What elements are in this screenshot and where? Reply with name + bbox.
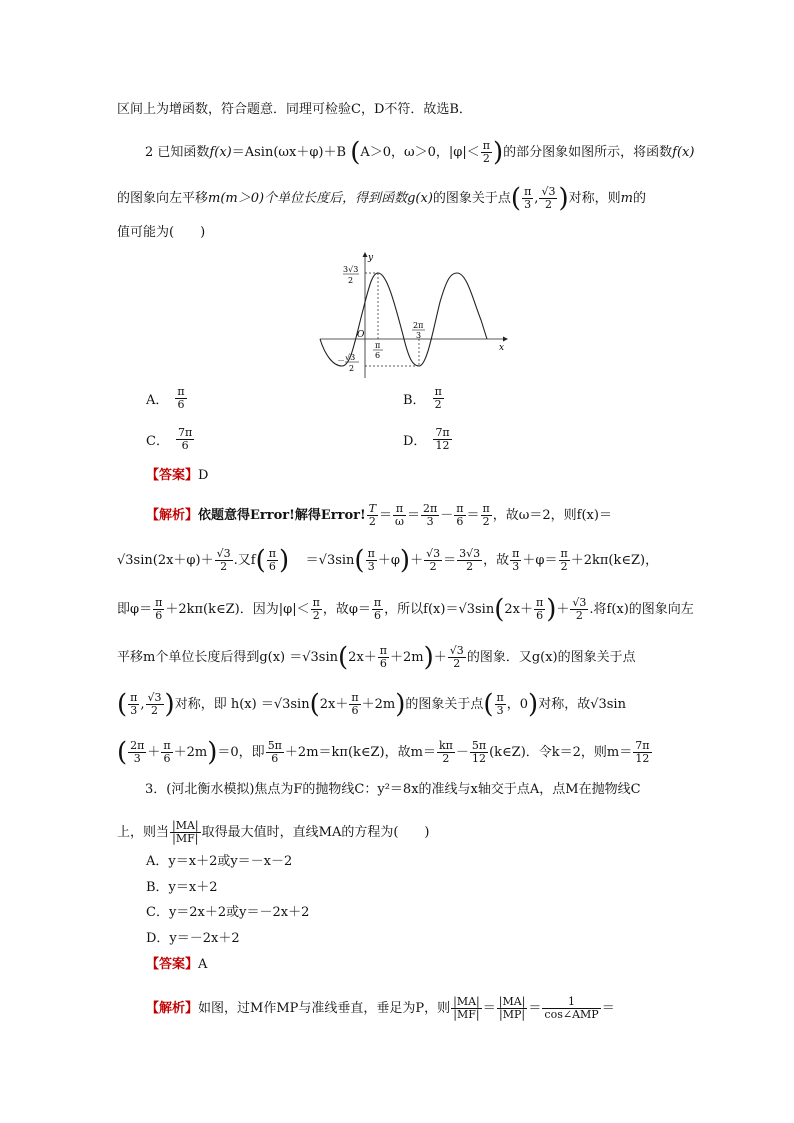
y-axis-label: y: [368, 253, 374, 263]
q3-option-d[interactable]: D．y＝－2x＋2: [146, 931, 240, 946]
q2-analysis-5: ( $\frac{\pi}{3}$ , $\frac{√3}{2}$ )对称，即 h(x) ＝√3sin(2x＋ $\frac{\pi}{6}$ ＋2m)的图象关于点( $\frac{\pi}{3}$ ，0)对称，故√3sin: [117, 689, 626, 720]
x-axis-label: x: [499, 343, 505, 353]
q2-analysis-3: 即φ＝ $\frac{\pi}{6}$ ＋2kπ(k∈Z)．因为|φ|＜ $\frac{\pi}{2}$ ，故φ＝ $\frac{\pi}{6}$ ，所以f(x)＝√3sin(2x＋ $\frac{\pi}{6}$ )＋ $\frac{√3}{2}$ .将f(x)的图象向左: [117, 594, 694, 625]
ymin-label: √3: [345, 353, 356, 362]
q2-analysis-2: √3sin(2x＋φ)＋ $\frac{√3}{2}$ .又f( $\frac{\pi}{6}$ ) ＝√3sin( $\frac{\pi}{3}$ ＋φ)＋ $\frac{√3}{2}$ ＝ $\frac{3√3}{2}$ ，故 $\frac{\pi}{3}$ ＋φ＝ $\frac{\pi}{2}$ ＋2kπ(k∈Z)，: [117, 545, 659, 576]
question-2-line-1: 2 已知函数f(x)＝Asin(ωx＋φ)＋B (A＞0，ω＞0，|φ|＜ $\frac{\pi}{2}$ )的部分图象如图所示，将函数f(x): [145, 137, 695, 168]
q3-option-c[interactable]: C．y＝2x＋2或y＝－2x＋2: [146, 905, 310, 920]
q3-answer: 【答案】A: [146, 957, 208, 972]
ymin-sign: －: [337, 356, 345, 365]
option-c[interactable]: C． $\frac{7\pi}{6}$: [146, 426, 193, 452]
svg-text:6: 6: [375, 351, 381, 360]
x-axis-arrow: [503, 337, 508, 342]
svg-text:3: 3: [416, 331, 422, 340]
sine-graph: [315, 250, 515, 380]
q3-option-b[interactable]: B．y＝x＋2: [146, 880, 218, 895]
2pi3-label: 2π: [413, 321, 424, 330]
svg-text:2: 2: [349, 364, 355, 373]
option-b[interactable]: B． $\frac{\pi}{2}$: [403, 385, 442, 411]
q3-option-a[interactable]: A．y＝x＋2或y＝－x－2: [146, 854, 293, 869]
option-d[interactable]: D． $\frac{7\pi}{12}$: [403, 426, 450, 452]
ymax-label: 3√3: [343, 265, 359, 274]
option-a[interactable]: A． $\frac{\pi}{6}$: [146, 385, 185, 411]
question-2-line-3: 值可能为( ): [117, 225, 206, 240]
y-axis-arrow: [363, 252, 368, 257]
q2-analysis-4: 平移m个单位长度后得到g(x) ＝√3sin(2x＋ $\frac{\pi}{6}$ ＋2m)＋ $\frac{√3}{2}$ 的图象．又g(x)的图象关于点: [117, 642, 636, 673]
q2-analysis-1: 【解析】依题意得Error!解得Error! $\frac{T}{2}$ ＝ $\frac{\pi}{\omega}$ ＝ $\frac{2\pi}{3}$ － $\frac{\pi}{6}$ ＝ $\frac{\pi}{2}$ ，故ω＝2，则f(x)＝: [146, 502, 612, 528]
q2-analysis-6: ( $\frac{2\pi}{3}$ ＋ $\frac{\pi}{6}$ ＋2m)＝0，即 $\frac{5\pi}{6}$ ＋2m＝kπ(k∈Z)，故m＝ $\frac{k\pi}{2}$ － $\frac{5\pi}{12}$ (k∈Z)．令k＝2，则m＝ $\frac{7\pi}{12}$: [117, 737, 650, 768]
question-2-line-2: 的图象向左平移m(m＞0)个单位长度后，得到函数g(x)的图象关于点( $\frac{\pi}{3}$ , $\frac{√3}{2}$ )对称，则m的: [117, 183, 646, 214]
q3-analysis-1: 【解析】如图，过M作MP与准线垂直，垂足为P，则 $\frac{|MA|}{|MF|}$ ＝ $\frac{|MA|}{|MP|}$ ＝ $\frac{1}{\text{cos∠AMP}}$ ＝: [146, 995, 615, 1021]
continuation-text: 区间上为增函数，符合题意．同理可检验C，D不符．故选B．: [117, 102, 472, 117]
question-3-line-2: 上，则当 $\frac{|MA|}{|MF|}$ 取得最大值时，直线MA的方程为( ): [117, 819, 430, 845]
pi6-label: π: [375, 341, 381, 350]
question-3-line-1: 3．(河北衡水模拟)焦点为F的抛物线C：y²＝8x的准线与x轴交于点A，点M在抛物线C: [145, 782, 641, 797]
origin-label: O: [357, 330, 365, 340]
svg-text:2: 2: [348, 276, 354, 285]
question-number: 2: [145, 145, 154, 160]
q2-answer: 【答案】D: [146, 468, 209, 483]
